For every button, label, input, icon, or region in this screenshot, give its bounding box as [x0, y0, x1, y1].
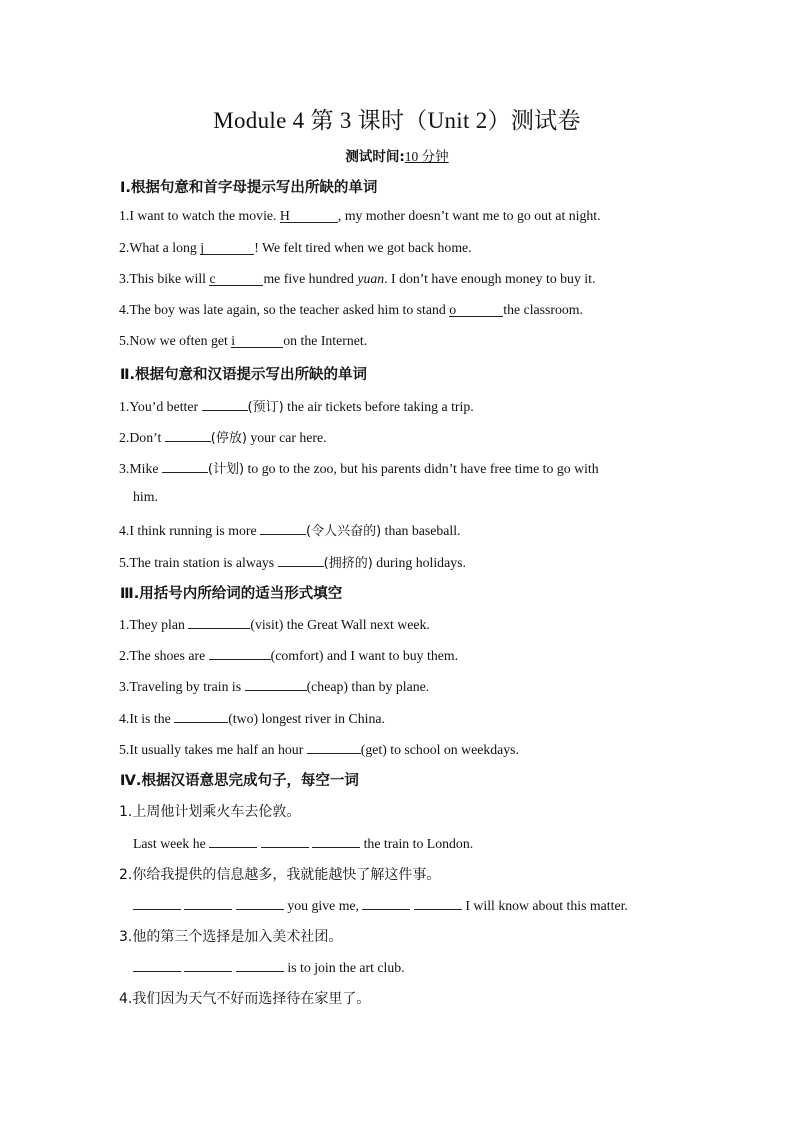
- s3-item-5: 5.It usually takes me half an hour (get) to school on weekdays.: [119, 739, 519, 758]
- answer-blank[interactable]: [236, 957, 284, 972]
- answer-blank[interactable]: [245, 676, 307, 691]
- answer-blank[interactable]: j: [200, 240, 254, 255]
- s2-item-4: 4.I think running is more (令人兴奋的) than baseball.: [119, 520, 461, 539]
- s3-item-4: 4.It is the (two) longest river in China.: [119, 708, 385, 727]
- answer-blank[interactable]: [188, 614, 250, 629]
- answer-blank[interactable]: c: [209, 271, 263, 286]
- s1-item-2: 2.What a long j ! We felt tired when we got back home.: [119, 240, 472, 255]
- s4-item-1-cn: 1.上周他计划乘火车去伦敦。: [119, 804, 301, 820]
- s4-item-1-en: Last week he the train to London.: [133, 833, 473, 852]
- s3-item-2: 2.The shoes are (comfort) and I want to buy them.: [119, 645, 458, 664]
- page-title: Module 4 第 3 课时（Unit 2）测试卷: [213, 108, 581, 133]
- answer-blank[interactable]: [162, 458, 208, 473]
- answer-blank[interactable]: [165, 427, 211, 442]
- answer-blank[interactable]: [414, 895, 462, 910]
- s2-item-3-cont: him.: [133, 489, 158, 504]
- answer-blank[interactable]: [184, 957, 232, 972]
- answer-blank[interactable]: [362, 895, 410, 910]
- answer-blank[interactable]: [209, 645, 271, 660]
- s1-item-1: 1.I want to watch the movie. H , my mother doesn’t want me to go out at night.: [119, 208, 601, 223]
- answer-blank[interactable]: i: [231, 333, 283, 348]
- s2-item-3: 3.Mike (计划) to go to the zoo, but his parents didn’t have free time to go with: [119, 458, 599, 477]
- answer-blank[interactable]: [260, 520, 306, 535]
- s2-item-2: 2.Don’t (停放) your car here.: [119, 427, 327, 446]
- answer-blank[interactable]: [236, 895, 284, 910]
- test-time-value: 10 分钟: [404, 149, 449, 164]
- test-time: [0, 145, 794, 165]
- answer-blank[interactable]: [133, 895, 181, 910]
- s1-item-4: 4.The boy was late again, so the teacher asked him to stand o the classroom.: [119, 302, 583, 317]
- s1-item-5: 5.Now we often get i on the Internet.: [119, 333, 368, 348]
- answer-blank[interactable]: [278, 552, 324, 567]
- answer-blank[interactable]: [133, 957, 181, 972]
- test-time-label: 测试时间:: [345, 149, 405, 165]
- section-3-heading: Ⅲ.用括号内所给词的适当形式填空: [120, 586, 343, 602]
- s3-item-1: 1.They plan (visit) the Great Wall next week.: [119, 614, 430, 633]
- s3-item-3: 3.Traveling by train is (cheap) than by plane.: [119, 676, 429, 695]
- s4-item-2-cn: 2.你给我提供的信息越多，我就能越快了解这件事。: [119, 867, 441, 883]
- section-4-heading: Ⅳ.根据汉语意思完成句子，每空一词: [120, 773, 359, 789]
- answer-blank[interactable]: [174, 708, 228, 723]
- answer-blank[interactable]: [184, 895, 232, 910]
- answer-blank[interactable]: H: [280, 208, 338, 223]
- answer-blank[interactable]: [312, 833, 360, 848]
- s4-item-4-cn: 4.我们因为天气不好而选择待在家里了。: [119, 991, 371, 1007]
- answer-blank[interactable]: [307, 739, 361, 754]
- s4-item-3-cn: 3.他的第三个选择是加入美术社团。: [119, 929, 343, 945]
- answer-blank[interactable]: [209, 833, 257, 848]
- s4-item-3-en: is to join the art club.: [133, 957, 405, 976]
- s2-item-5: 5.The train station is always (拥挤的) during holidays.: [119, 552, 466, 571]
- section-1-heading: Ⅰ.根据句意和首字母提示写出所缺的单词: [120, 180, 378, 196]
- answer-blank[interactable]: o: [449, 302, 503, 317]
- s1-item-3: 3.This bike will c me five hundred yuan. I don’t have enough money to buy it.: [119, 271, 596, 286]
- s2-item-1: 1.You’d better (预订) the air tickets before taking a trip.: [119, 396, 474, 415]
- s4-item-2-en: you give me, I will know about this matter.: [133, 895, 628, 914]
- answer-blank[interactable]: [202, 396, 248, 411]
- section-2-heading: Ⅱ.根据句意和汉语提示写出所缺的单词: [120, 367, 368, 383]
- answer-blank[interactable]: [261, 833, 309, 848]
